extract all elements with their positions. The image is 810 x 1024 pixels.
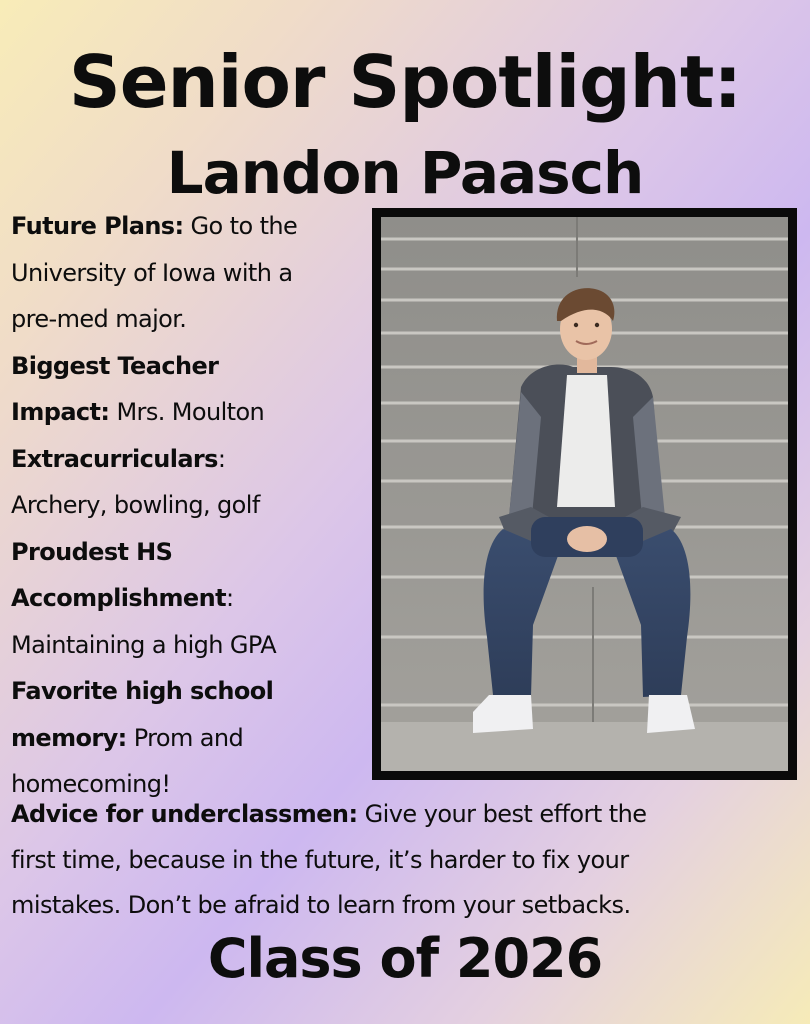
memory-label-text-1: Favorite high school xyxy=(11,677,274,705)
future-plans-value-2: University of Iowa with a xyxy=(11,258,293,287)
memory-value-1: Prom and xyxy=(133,723,244,752)
portrait-photo-frame xyxy=(372,208,797,780)
extracurriculars-value: Archery, bowling, golf xyxy=(11,491,260,519)
accomplishment-colon: : xyxy=(225,584,234,612)
advice-value-2: first time, because in the future, it’s harder to fix your xyxy=(11,845,629,874)
teacher-line-2 xyxy=(11,389,371,436)
teacher-label-text-2: Impact: xyxy=(11,398,110,426)
page-title: Senior Spotlight: xyxy=(68,40,742,124)
advice-label: Advice for underclassmen: xyxy=(11,800,358,828)
extracurriculars-label-line xyxy=(11,436,371,483)
advice-section xyxy=(11,792,801,929)
memory-line-2 xyxy=(11,715,371,762)
future-plans-label: Future Plans: xyxy=(11,212,184,240)
accomplishment-value: Maintaining a high GPA xyxy=(11,630,277,659)
memory-value-2: homecoming! xyxy=(11,770,171,798)
extracurriculars-colon: : xyxy=(217,444,226,473)
accomplishment-label-text-1: Proudest HS xyxy=(11,537,173,566)
portrait-photo xyxy=(381,217,788,771)
future-plans-value-1: Go to the xyxy=(190,212,298,240)
memory-label-text-2: memory: xyxy=(11,723,127,752)
advice-line-1 xyxy=(11,792,801,838)
accomplishment-label-1 xyxy=(11,529,371,576)
profile-details xyxy=(11,203,371,808)
memory-label-1 xyxy=(11,668,371,715)
future-plans-line-1 xyxy=(11,203,371,250)
class-year: Class of 2026 xyxy=(207,927,603,990)
accomplishment-label-text-2: Accomplishment xyxy=(11,584,226,612)
teacher-label-1 xyxy=(11,343,371,390)
advice-value-1: Give your best effort the xyxy=(364,800,647,828)
accomplishment-label-2 xyxy=(11,575,371,622)
future-plans-value-3: pre-med major. xyxy=(11,305,187,333)
extracurriculars-label: Extracurriculars xyxy=(11,444,218,473)
advice-value-3: mistakes. Don’t be afraid to learn from your setbacks. xyxy=(11,891,631,919)
student-name: Landon Paasch xyxy=(166,139,644,207)
teacher-label-text-1: Biggest Teacher xyxy=(11,351,219,380)
teacher-value: Mrs. Moulton xyxy=(116,398,265,426)
